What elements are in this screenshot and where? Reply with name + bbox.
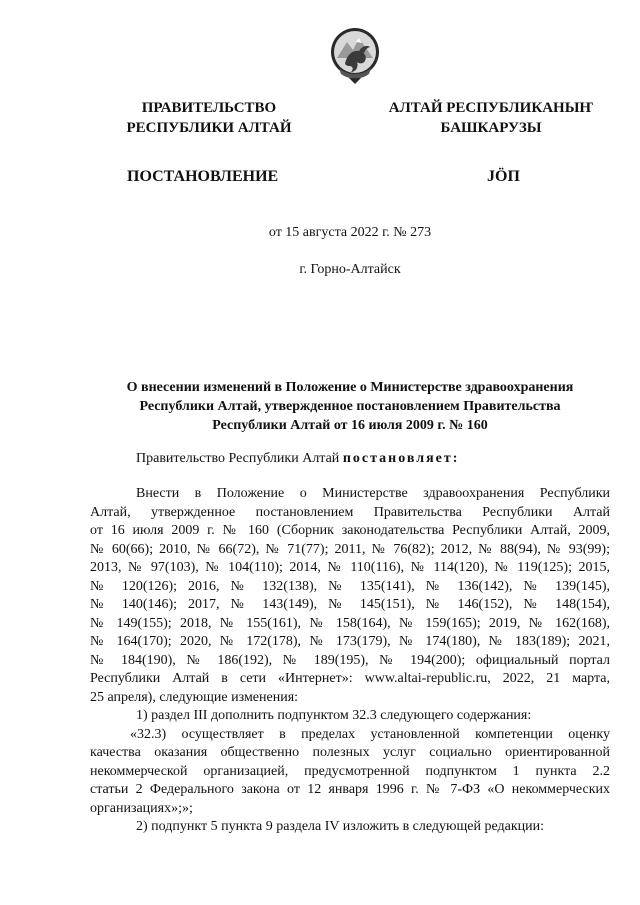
body-line: № 149(155); 2018, № 155(161), № 158(164), № 159(165); 2019, № 162(168), (90, 615, 610, 631)
body-line: от 16 июля 2009 г. № 160 (Сборник законодательства Республики Алтай, 2009, (90, 523, 610, 538)
doc-type-altai: JӦП (487, 168, 520, 185)
doc-type-russian: ПОСТАНОВЛЕНИЕ (127, 168, 279, 185)
body-line: качества оказания общественно полезных услуг социально ориентированной (90, 745, 610, 760)
body-line: Алтай, утвержденное постановлением Правительства Республики Алтай (90, 504, 610, 520)
header-left (104, 98, 314, 138)
body-line: некоммерческой организацией, предусмотренной подпунктом 1 пункта 2.2 (90, 763, 610, 779)
resolves-action: постановляет: (342, 451, 460, 466)
body-line: «32.3) осуществляет в пределах установленной компетенции оценку (130, 726, 610, 742)
document-city: г. Горно-Алтайск (299, 262, 401, 277)
body-line: 1) раздел III дополнить подпунктом 32.3 следующего содержания: (136, 708, 532, 723)
body-line: Внести в Положение о Министерстве здравоохранения Республики (136, 486, 610, 501)
resolves-line (136, 449, 459, 468)
document-date-number: от 15 августа 2022 г. № 273 (268, 225, 432, 240)
body-line: № 120(126); 2016, № 132(138), № 135(141), № 136(142), № 139(145), (90, 578, 610, 594)
title-line: О внесении изменений в Положение о Министерстве здравоохранения (126, 380, 574, 395)
body-line: № 60(66); 2010, № 66(72), № 71(77); 2011, № 76(82); 2012, № 88(94), № 93(99); (90, 541, 610, 557)
resolves-prefix: Правительство Республики Алтай (136, 451, 340, 466)
body-line: Республики Алтай в сети «Интернет»: www.altai-republic.ru, 2022, 21 марта, (90, 671, 610, 686)
header-right-line1: АЛТАЙ РЕСПУБЛИКАНЫҤ (388, 100, 594, 116)
header-right (386, 98, 596, 138)
coat-of-arms-emblem-icon (329, 24, 381, 86)
document-body (90, 485, 610, 837)
body-line: № 140(146); 2017, № 143(149), № 145(151), № 146(152), № 148(154), (90, 597, 610, 612)
title-line: Республики Алтай, утвержденное постановлением Правительства (139, 399, 561, 414)
body-line: 2) подпункт 5 пункта 9 раздела IV изложить в следующей редакции: (136, 819, 545, 834)
title-line: Республики Алтай от 16 июля 2009 г. № 160 (212, 418, 488, 433)
header-left-line2: РЕСПУБЛИКИ АЛТАЙ (126, 120, 292, 136)
document-title (90, 378, 610, 435)
body-line: № 164(170); 2020, № 172(178), № 173(179), № 174(180), № 183(189); 2021, (90, 634, 610, 649)
body-line: статьи 2 Федерального закона от 12 января 1996 г. № 7-ФЗ «О некоммерческих (90, 782, 610, 797)
header-right-line2: БАШКАРУЗЫ (440, 120, 542, 136)
header-left-line1: ПРАВИТЕЛЬСТВО (141, 100, 277, 116)
body-line: 25 апреля), следующие изменения: (90, 689, 299, 705)
body-line: № 184(190), № 186(192), № 189(195), № 194(200); официальный портал (90, 652, 610, 668)
body-line: организациях»;»; (90, 800, 193, 816)
body-line: 2013, № 97(103), № 104(110); 2014, № 110(116), № 114(120), № 119(125); 2015, (90, 560, 610, 575)
